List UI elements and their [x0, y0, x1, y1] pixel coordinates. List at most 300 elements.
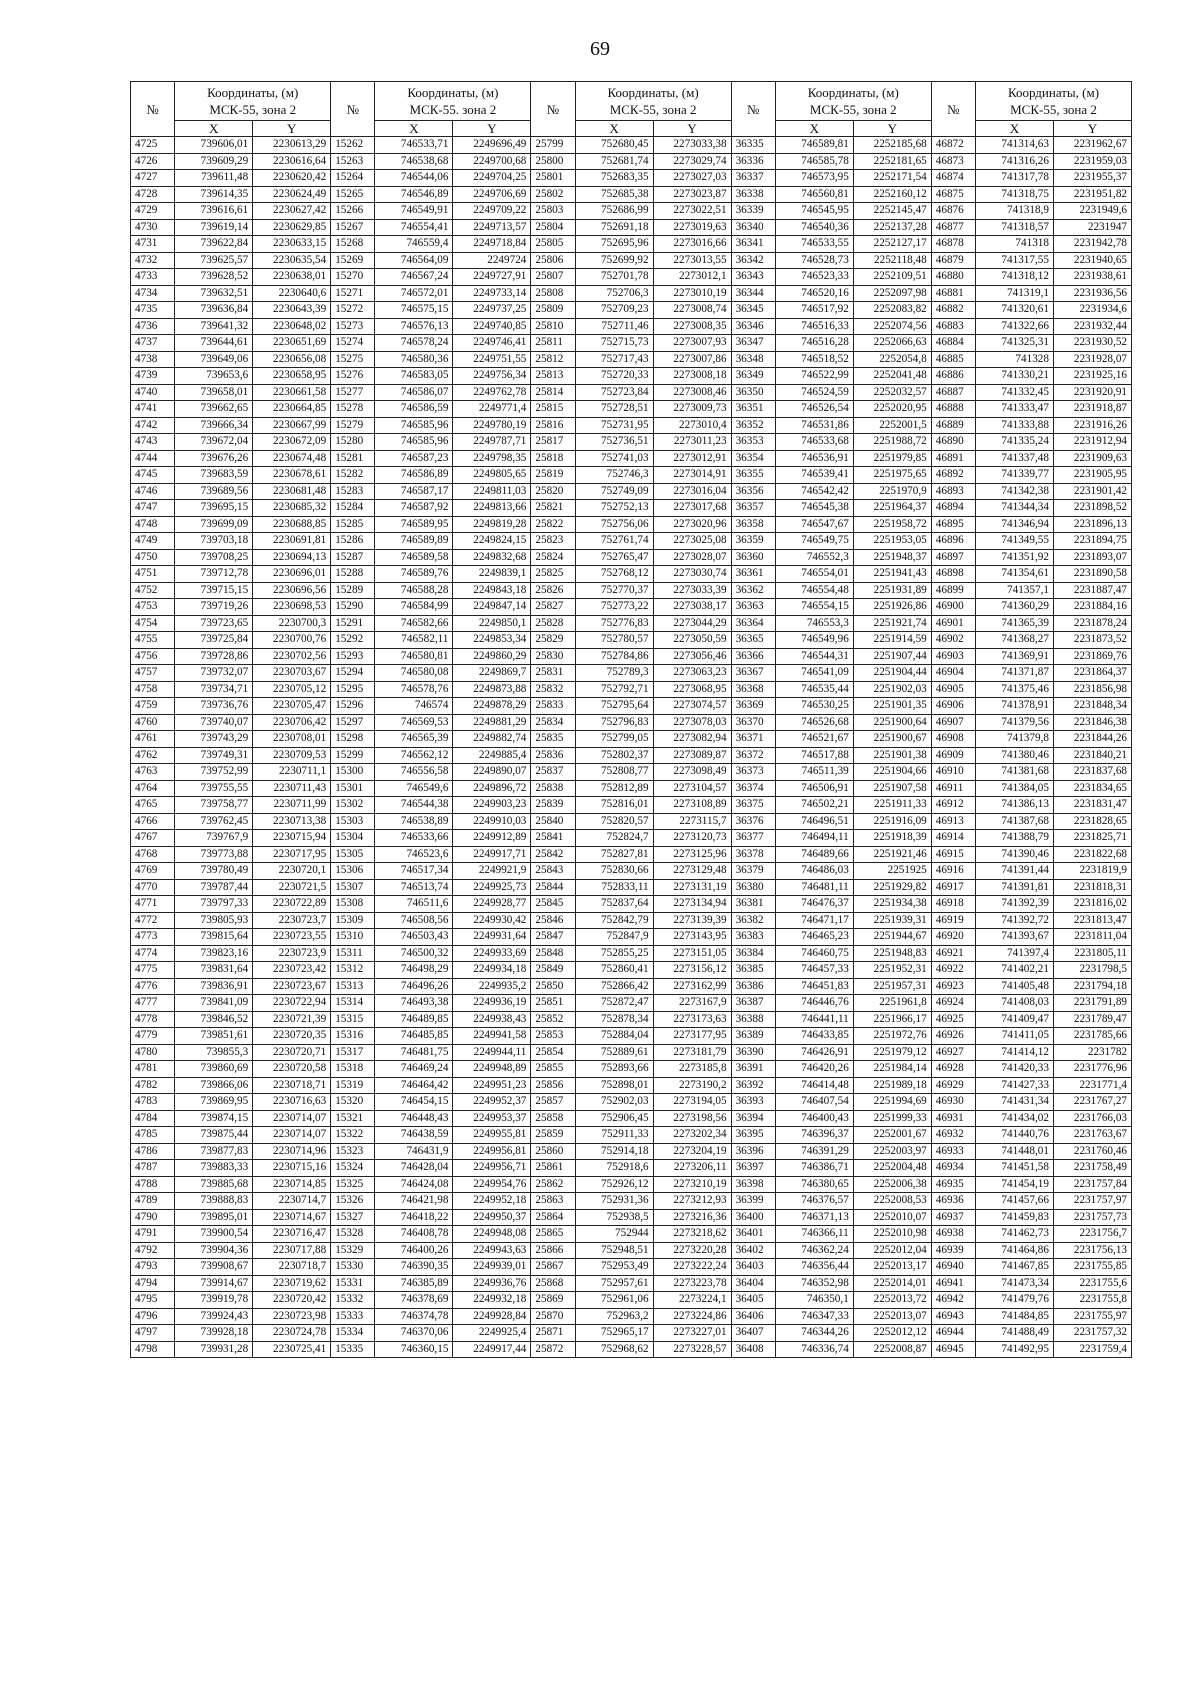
coord-y-cell: 2231811,04	[1053, 929, 1131, 946]
coord-x-cell: 746544,06	[375, 170, 453, 187]
coord-y-cell: 2231890,58	[1053, 566, 1131, 583]
coord-x-cell: 739762,45	[175, 813, 253, 830]
point-number-cell: 4727	[131, 170, 175, 187]
point-number-cell: 46879	[931, 252, 975, 269]
coord-y-cell: 2249740,85	[453, 318, 531, 335]
coord-y-cell: 2273082,94	[653, 731, 731, 748]
coord-x-cell: 746582,66	[375, 615, 453, 632]
point-number-cell: 25838	[531, 780, 575, 797]
table-row	[131, 879, 1132, 896]
coord-y-cell: 2249932,18	[453, 1292, 531, 1309]
coord-x-cell: 752872,47	[575, 995, 653, 1012]
coord-y-cell: 2231813,47	[1053, 912, 1131, 929]
coord-y-cell: 2249936,76	[453, 1275, 531, 1292]
coord-x-cell: 741317,78	[976, 170, 1054, 187]
coord-y-cell: 2230700,3	[253, 615, 331, 632]
coord-y-cell: 2230713,38	[253, 813, 331, 830]
coord-x-cell: 752715,73	[575, 335, 653, 352]
point-number-cell: 46905	[931, 681, 975, 698]
coord-y-cell: 2251948,37	[853, 549, 931, 566]
point-number-cell: 15279	[331, 417, 375, 434]
coord-y-cell: 2230722,94	[253, 995, 331, 1012]
coord-x-cell: 746347,33	[775, 1308, 853, 1325]
point-number-cell: 15326	[331, 1193, 375, 1210]
point-number-cell: 4764	[131, 780, 175, 797]
point-number-cell: 36399	[731, 1193, 775, 1210]
coord-x-cell: 741440,76	[976, 1127, 1054, 1144]
point-number-cell: 25848	[531, 945, 575, 962]
point-number-cell: 36341	[731, 236, 775, 253]
coord-x-cell: 752961,06	[575, 1292, 653, 1309]
point-number-cell: 4792	[131, 1242, 175, 1259]
point-number-cell: 36367	[731, 665, 775, 682]
point-number-cell: 46877	[931, 219, 975, 236]
coord-y-cell: 2231873,52	[1053, 632, 1131, 649]
coord-x-cell: 741344,34	[976, 500, 1054, 517]
coord-y-cell: 2273007,86	[653, 351, 731, 368]
coord-x-cell: 746400,26	[375, 1242, 453, 1259]
coord-y-cell: 2252181,65	[853, 153, 931, 170]
point-number-cell: 15282	[331, 467, 375, 484]
coord-y-cell: 2231856,98	[1053, 681, 1131, 698]
coord-y-cell: 2251984,14	[853, 1061, 931, 1078]
coord-y-cell: 2273016,04	[653, 483, 731, 500]
coord-x-cell: 741322,66	[976, 318, 1054, 335]
point-number-cell: 46872	[931, 137, 975, 154]
table-row	[131, 137, 1132, 154]
point-number-cell: 4796	[131, 1308, 175, 1325]
coord-x-cell: 741318,57	[976, 219, 1054, 236]
point-number-cell: 4790	[131, 1209, 175, 1226]
coord-x-cell: 741342,38	[976, 483, 1054, 500]
coord-x-cell: 752770,37	[575, 582, 653, 599]
point-number-cell: 25814	[531, 384, 575, 401]
point-number-cell: 15289	[331, 582, 375, 599]
point-number-cell: 4784	[131, 1110, 175, 1127]
coord-x-cell: 741346,94	[976, 516, 1054, 533]
coord-y-cell: 2249839,1	[453, 566, 531, 583]
point-number-cell: 25861	[531, 1160, 575, 1177]
coord-y-cell: 2231930,52	[1053, 335, 1131, 352]
table-row	[131, 1094, 1132, 1111]
point-number-cell: 46897	[931, 549, 975, 566]
coord-y-cell: 2230678,61	[253, 467, 331, 484]
coord-y-cell: 2249860,29	[453, 648, 531, 665]
point-number-cell: 46925	[931, 1011, 975, 1028]
point-number-cell: 36407	[731, 1325, 775, 1342]
coord-y-cell: 2230627,42	[253, 203, 331, 220]
point-number-cell: 4743	[131, 434, 175, 451]
point-number-cell: 4744	[131, 450, 175, 467]
coord-y-cell: 2249931,64	[453, 929, 531, 946]
point-number-cell: 36380	[731, 879, 775, 896]
coord-x-cell: 746485,85	[375, 1028, 453, 1045]
point-number-cell: 25845	[531, 896, 575, 913]
coord-x-cell: 752911,33	[575, 1127, 653, 1144]
coord-x-cell: 739662,65	[175, 401, 253, 418]
table-row	[131, 1011, 1132, 1028]
coord-y-cell: 2249771,4	[453, 401, 531, 418]
coord-x-cell: 752889,61	[575, 1044, 653, 1061]
coord-y-cell: 2249910,03	[453, 813, 531, 830]
coord-x-cell: 752842,79	[575, 912, 653, 929]
coord-x-cell: 741320,61	[976, 302, 1054, 319]
coord-y-cell: 2273190,2	[653, 1077, 731, 1094]
coord-y-cell: 2231905,95	[1053, 467, 1131, 484]
point-number-cell: 25821	[531, 500, 575, 517]
point-number-cell: 4788	[131, 1176, 175, 1193]
coord-x-cell: 739695,15	[175, 500, 253, 517]
coord-x-cell: 752866,42	[575, 978, 653, 995]
coord-x-cell: 752784,86	[575, 648, 653, 665]
coord-y-cell: 2231955,37	[1053, 170, 1131, 187]
coord-x-cell: 739787,44	[175, 879, 253, 896]
coord-x-cell: 746454,15	[375, 1094, 453, 1111]
coord-x-cell: 746580,81	[375, 648, 453, 665]
coord-x-cell: 741325,31	[976, 335, 1054, 352]
point-number-cell: 4737	[131, 335, 175, 352]
point-number-cell: 25850	[531, 978, 575, 995]
coord-y-cell: 2230711,43	[253, 780, 331, 797]
coord-y-cell: 2273224,1	[653, 1292, 731, 1309]
point-number-cell: 46920	[931, 929, 975, 946]
coord-x-cell: 746344,26	[775, 1325, 853, 1342]
coord-x-cell: 746549,75	[775, 533, 853, 550]
coord-x-cell: 739628,52	[175, 269, 253, 286]
table-row	[131, 170, 1132, 187]
point-number-cell: 4751	[131, 566, 175, 583]
coord-x-cell: 741333,47	[976, 401, 1054, 418]
point-number-cell: 4762	[131, 747, 175, 764]
table-row	[131, 401, 1132, 418]
point-number-cell: 36398	[731, 1176, 775, 1193]
coord-y-cell: 2251911,33	[853, 797, 931, 814]
coord-x-cell: 752812,89	[575, 780, 653, 797]
coord-y-cell: 2231757,32	[1053, 1325, 1131, 1342]
point-number-cell: 4772	[131, 912, 175, 929]
table-row	[131, 335, 1132, 352]
coord-y-cell: 2251904,44	[853, 665, 931, 682]
coord-x-cell: 752796,83	[575, 714, 653, 731]
point-number-cell: 46899	[931, 582, 975, 599]
coord-x-cell: 739609,29	[175, 153, 253, 170]
point-number-cell: 46878	[931, 236, 975, 253]
coord-y-cell: 2251925	[853, 863, 931, 880]
coord-x-cell: 752957,61	[575, 1275, 653, 1292]
coord-x-cell: 746336,74	[775, 1341, 853, 1358]
coord-x-cell: 739689,56	[175, 483, 253, 500]
coord-y-cell: 2230720,71	[253, 1044, 331, 1061]
coord-x-cell: 746464,42	[375, 1077, 453, 1094]
coord-y-cell: 2251921,46	[853, 846, 931, 863]
coord-x-cell: 752706,3	[575, 285, 653, 302]
point-number-cell: 4748	[131, 516, 175, 533]
coord-y-cell: 2231758,49	[1053, 1160, 1131, 1177]
table-row	[131, 731, 1132, 748]
coord-x-cell: 741371,87	[976, 665, 1054, 682]
coord-x-cell: 752768,12	[575, 566, 653, 583]
coord-y-cell: 2230720,58	[253, 1061, 331, 1078]
coord-x-cell: 739823,16	[175, 945, 253, 962]
point-number-cell: 15295	[331, 681, 375, 698]
coord-x-cell: 739653,6	[175, 368, 253, 385]
coord-y-cell: 2231828,65	[1053, 813, 1131, 830]
point-number-cell: 36335	[731, 137, 775, 154]
coord-x-cell: 746589,58	[375, 549, 453, 566]
point-number-cell: 25849	[531, 962, 575, 979]
coord-x-cell: 752918,6	[575, 1160, 653, 1177]
coord-y-cell: 2230717,88	[253, 1242, 331, 1259]
coord-y-cell: 2273022,51	[653, 203, 731, 220]
point-number-cell: 46914	[931, 830, 975, 847]
point-number-cell: 25822	[531, 516, 575, 533]
coord-y-cell: 2249952,18	[453, 1193, 531, 1210]
point-number-cell: 4773	[131, 929, 175, 946]
point-number-cell: 25805	[531, 236, 575, 253]
coord-x-cell: 746583,05	[375, 368, 453, 385]
point-number-cell: 46939	[931, 1242, 975, 1259]
coord-y-cell: 2230722,89	[253, 896, 331, 913]
coord-y-cell: 2273012,91	[653, 450, 731, 467]
coord-x-cell: 739666,34	[175, 417, 253, 434]
point-number-cell: 25843	[531, 863, 575, 880]
point-number-cell: 46904	[931, 665, 975, 682]
table-row	[131, 467, 1132, 484]
point-number-cell: 46938	[931, 1226, 975, 1243]
coord-x-cell: 752948,51	[575, 1242, 653, 1259]
coord-y-cell: 2251948,83	[853, 945, 931, 962]
coord-x-cell: 741369,91	[976, 648, 1054, 665]
coord-y-cell: 2249930,42	[453, 912, 531, 929]
coord-x-cell: 746513,74	[375, 879, 453, 896]
coord-x-cell: 741434,02	[976, 1110, 1054, 1127]
coord-y-cell: 2273050,59	[653, 632, 731, 649]
coord-x-cell: 746517,34	[375, 863, 453, 880]
coord-y-cell: 2251979,85	[853, 450, 931, 467]
point-number-cell: 25862	[531, 1176, 575, 1193]
coord-y-cell: 2249751,55	[453, 351, 531, 368]
coord-y-cell: 2273120,73	[653, 830, 731, 847]
point-number-cell: 36369	[731, 698, 775, 715]
coord-y-cell: 2273125,96	[653, 846, 731, 863]
point-number-cell: 15329	[331, 1242, 375, 1259]
coord-x-cell: 741380,46	[976, 747, 1054, 764]
point-number-cell: 36370	[731, 714, 775, 731]
coord-x-cell: 746428,04	[375, 1160, 453, 1177]
point-number-cell: 46907	[931, 714, 975, 731]
coord-y-cell: 2273033,38	[653, 137, 731, 154]
coord-x-cell: 746520,16	[775, 285, 853, 302]
coord-x-cell: 746585,96	[375, 417, 453, 434]
table-row	[131, 582, 1132, 599]
point-number-cell: 25799	[531, 137, 575, 154]
point-number-cell: 46883	[931, 318, 975, 335]
coord-y-cell: 2273227,01	[653, 1325, 731, 1342]
coordinates-label: Координаты, (м)	[607, 85, 699, 100]
coord-x-cell: 746554,41	[375, 219, 453, 236]
point-number-cell: 25853	[531, 1028, 575, 1045]
coord-x-cell: 739743,29	[175, 731, 253, 748]
coordinate-system-label: МСК-55, зона 2	[209, 102, 297, 117]
point-number-cell: 46903	[931, 648, 975, 665]
coord-x-cell: 752741,03	[575, 450, 653, 467]
coord-x-cell: 746587,17	[375, 483, 453, 500]
point-number-cell: 15262	[331, 137, 375, 154]
coord-x-cell: 741388,79	[976, 830, 1054, 847]
coord-x-cell: 746511,39	[775, 764, 853, 781]
coord-y-cell: 2231938,61	[1053, 269, 1131, 286]
coord-y-cell: 2231831,47	[1053, 797, 1131, 814]
point-number-cell: 46886	[931, 368, 975, 385]
table-row	[131, 1127, 1132, 1144]
coord-x-cell: 741378,91	[976, 698, 1054, 715]
table-row	[131, 978, 1132, 995]
coord-y-cell: 2251900,67	[853, 731, 931, 748]
coord-x-cell: 746545,38	[775, 500, 853, 517]
coord-x-cell: 741392,39	[976, 896, 1054, 913]
coord-x-cell: 739749,31	[175, 747, 253, 764]
coord-y-cell: 2252066,63	[853, 335, 931, 352]
point-number-cell: 25858	[531, 1110, 575, 1127]
coord-y-cell: 2249939,01	[453, 1259, 531, 1276]
coord-y-cell: 2230708,01	[253, 731, 331, 748]
coord-x-cell: 746446,76	[775, 995, 853, 1012]
coord-y-cell: 2231798,5	[1053, 962, 1131, 979]
coord-y-cell: 2230723,7	[253, 912, 331, 929]
coord-y-cell: 2230696,01	[253, 566, 331, 583]
table-row	[131, 764, 1132, 781]
coord-y-cell: 2273023,87	[653, 186, 731, 203]
table-row	[131, 1308, 1132, 1325]
point-number-cell: 25823	[531, 533, 575, 550]
table-row	[131, 153, 1132, 170]
coord-x-cell: 739797,33	[175, 896, 253, 913]
coord-y-cell: 2230716,47	[253, 1226, 331, 1243]
coord-x-cell: 739919,78	[175, 1292, 253, 1309]
coord-x-cell: 741405,48	[976, 978, 1054, 995]
coord-y-cell: 2273198,56	[653, 1110, 731, 1127]
coord-y-cell: 2249912,89	[453, 830, 531, 847]
point-number-cell: 25808	[531, 285, 575, 302]
coord-y-cell: 2231757,73	[1053, 1209, 1131, 1226]
coord-y-cell: 2249948,08	[453, 1226, 531, 1243]
coord-x-cell: 746545,95	[775, 203, 853, 220]
table-row	[131, 648, 1132, 665]
coord-x-cell: 746552,3	[775, 549, 853, 566]
coord-x-cell: 752709,23	[575, 302, 653, 319]
point-number-cell: 36355	[731, 467, 775, 484]
coord-x-cell: 746481,75	[375, 1044, 453, 1061]
coord-x-cell: 746538,89	[375, 813, 453, 830]
point-number-cell: 36362	[731, 582, 775, 599]
coord-y-cell: 2249853,34	[453, 632, 531, 649]
point-number-cell: 25817	[531, 434, 575, 451]
coord-y-cell: 2252010,07	[853, 1209, 931, 1226]
point-number-cell: 36392	[731, 1077, 775, 1094]
coord-x-cell: 752944	[575, 1226, 653, 1243]
point-number-cell: 25863	[531, 1193, 575, 1210]
coord-y-cell: 2249746,41	[453, 335, 531, 352]
coord-y-cell: 2251972,76	[853, 1028, 931, 1045]
coord-y-cell: 2230672,09	[253, 434, 331, 451]
coord-x-cell: 746438,59	[375, 1127, 453, 1144]
coord-x-cell: 739895,01	[175, 1209, 253, 1226]
point-number-cell: 25828	[531, 615, 575, 632]
point-number-cell: 25868	[531, 1275, 575, 1292]
point-number-cell: 4789	[131, 1193, 175, 1210]
point-number-cell: 36372	[731, 747, 775, 764]
point-number-cell: 46918	[931, 896, 975, 913]
coord-y-cell: 2249928,84	[453, 1308, 531, 1325]
point-number-cell: 46931	[931, 1110, 975, 1127]
coord-x-cell: 739855,3	[175, 1044, 253, 1061]
coord-y-cell: 2252160,12	[853, 186, 931, 203]
coord-y-cell: 2230719,62	[253, 1275, 331, 1292]
coord-x-cell: 746523,6	[375, 846, 453, 863]
coord-x-cell: 741393,67	[976, 929, 1054, 946]
coord-x-cell: 739636,84	[175, 302, 253, 319]
point-number-cell: 4786	[131, 1143, 175, 1160]
point-number-cell: 46923	[931, 978, 975, 995]
coord-y-cell: 2231893,07	[1053, 549, 1131, 566]
point-number-cell: 25811	[531, 335, 575, 352]
coord-y-cell: 2230723,42	[253, 962, 331, 979]
point-number-cell: 36345	[731, 302, 775, 319]
coord-y-cell: 2273104,57	[653, 780, 731, 797]
point-number-cell: 46936	[931, 1193, 975, 1210]
table-row	[131, 1259, 1132, 1276]
coord-y-cell: 2231884,16	[1053, 599, 1131, 616]
coord-x-cell: 746533,66	[375, 830, 453, 847]
point-number-cell: 15306	[331, 863, 375, 880]
point-number-cell: 46893	[931, 483, 975, 500]
coord-y-cell: 2231760,46	[1053, 1143, 1131, 1160]
coord-x-cell: 746589,95	[375, 516, 453, 533]
point-number-cell: 36346	[731, 318, 775, 335]
point-number-cell: 36394	[731, 1110, 775, 1127]
coord-y-cell: 2252004,48	[853, 1160, 931, 1177]
coord-y-cell: 2249873,88	[453, 681, 531, 698]
point-number-cell: 25856	[531, 1077, 575, 1094]
table-row	[131, 1242, 1132, 1259]
coord-x-cell: 752799,05	[575, 731, 653, 748]
coord-y-cell: 2252012,12	[853, 1325, 931, 1342]
coord-y-cell: 2273008,46	[653, 384, 731, 401]
coord-x-cell: 746457,33	[775, 962, 853, 979]
coord-y-cell: 2273134,94	[653, 896, 731, 913]
point-number-cell: 4791	[131, 1226, 175, 1243]
coord-y-cell: 2273089,87	[653, 747, 731, 764]
table-row	[131, 285, 1132, 302]
coord-y-cell: 2230723,67	[253, 978, 331, 995]
coord-x-cell: 746585,78	[775, 153, 853, 170]
coord-x-cell: 746586,89	[375, 467, 453, 484]
coord-y-cell: 2230681,48	[253, 483, 331, 500]
coord-x-cell: 741351,92	[976, 549, 1054, 566]
point-number-cell: 46908	[931, 731, 975, 748]
coord-x-cell: 746486,03	[775, 863, 853, 880]
point-number-cell: 36360	[731, 549, 775, 566]
point-number-cell: 4726	[131, 153, 175, 170]
coord-y-cell: 2273016,66	[653, 236, 731, 253]
point-number-cell: 4758	[131, 681, 175, 698]
coord-x-cell: 746516,33	[775, 318, 853, 335]
table-row	[131, 1061, 1132, 1078]
coord-y-cell: 2230724,78	[253, 1325, 331, 1342]
coord-y-cell: 2230718,7	[253, 1259, 331, 1276]
coord-y-cell: 2231805,11	[1053, 945, 1131, 962]
coord-y-cell: 2252185,68	[853, 137, 931, 154]
